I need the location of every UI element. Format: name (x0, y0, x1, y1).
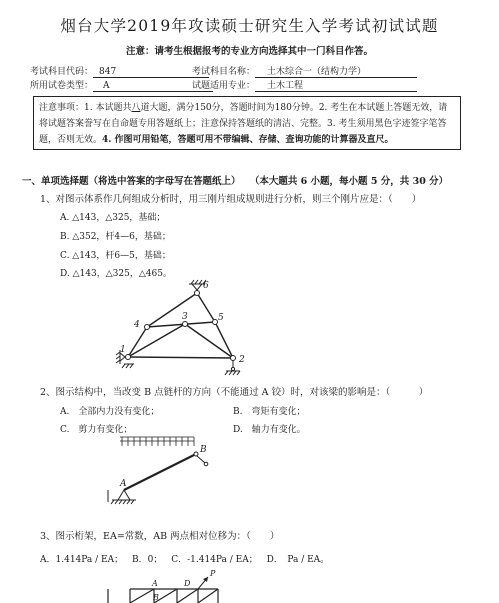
q2-option-b: B. 弯矩有变化； (233, 407, 306, 417)
q1-label-1: 1 (120, 345, 126, 355)
subject-name-label: 考试科目名称： (192, 67, 256, 77)
paper-type-value: A (93, 81, 213, 92)
q1-option-c: C. △143，杆6—5，基础； (60, 251, 171, 261)
q3-label-p: P (210, 569, 216, 578)
q2-stem: 2、图示结构中，当改变 B 点链杆的方向（不能通过 A 铰）时，对该梁的影响是：（ ） (40, 387, 429, 398)
q2-option-d: D. 轴力有变化。 (233, 425, 306, 435)
section-summary: （本大题共 6 小题，每小题 5 分，共 30 分） (249, 176, 449, 187)
q1-label-3: 3 (182, 312, 188, 322)
q2-option-a: A. 全部内力没有变化； (60, 407, 160, 417)
instructions-part3: 4. 作图可用铅笔，答题可用不带编辑、存储、查询功能的计算器及直尺。 (102, 135, 394, 145)
q3-load-arrowhead (203, 577, 208, 582)
q1-label-5: 5 (218, 313, 224, 323)
q3-option-d: D． Pa / EA。 (266, 555, 330, 565)
q1-stem: 1、对图示体系作几何组成分析时，用三刚片组成规则进行分析，则三个刚片应是：（ ） (40, 194, 422, 205)
major-value: 土木工程 (255, 78, 417, 92)
q3-option-a: A．1.414Pa / EA； (40, 555, 124, 565)
q1-option-d: D. △143，△325，△465。 (60, 269, 172, 279)
instructions-part2: 道大题，满分150分，答题时间为180分钟。2. 考生在本试题上答题无效，请将试题答案誊写在自命题专用答题纸上；注意保持答题纸的清洁、完整。3. 考生须用黑色字迹签字笔答题，否则无效。 (39, 103, 448, 145)
subject-code-value: 847 (93, 67, 209, 78)
q1-label-2: 2 (239, 355, 245, 365)
q3-label-b: B (153, 593, 159, 602)
q3-option-b: B．0； (131, 555, 163, 565)
section-title: 一、单项选择题（将选中答案的字母写在答题纸上） (22, 176, 241, 187)
q3-stem: 3、图示桁架，EA=常数，AB 两点相对位移为：（ ） (40, 531, 280, 542)
q1-option-a: A. △143，△325，基础； (60, 213, 166, 223)
q3-label-a: A (152, 579, 158, 588)
instructions-part1: 注意事项：1. 本试题共 (39, 103, 132, 113)
q1-label-6: 6 (203, 281, 209, 291)
q3-option-c: C．-1.414Pa / EA； (171, 555, 258, 565)
exam-notice: 注意：请考生根据报考的专业方向选择其中一门科目作答。 (125, 46, 373, 57)
major-label: 试题适用专业： (192, 81, 256, 91)
q2-option-c: C. 剪力有变化； (60, 425, 133, 435)
q3-label-d: D (184, 579, 191, 588)
paper-type-label: 所用试卷类型： (30, 81, 94, 91)
q2-label-a: A (120, 479, 127, 489)
question-count: 八 (131, 103, 141, 113)
q1-option-b: B. △352，杆4—6，基础； (60, 232, 171, 242)
q1-label-4: 4 (134, 320, 140, 330)
exam-title: 烟台大学2019年攻读硕士研究生入学考试初试试题 (60, 17, 439, 35)
subject-code-label: 考试科目代码： (30, 67, 94, 77)
subject-name-value: 土木综合一（结构力学） (255, 64, 417, 78)
q2-label-b: B (200, 445, 207, 455)
